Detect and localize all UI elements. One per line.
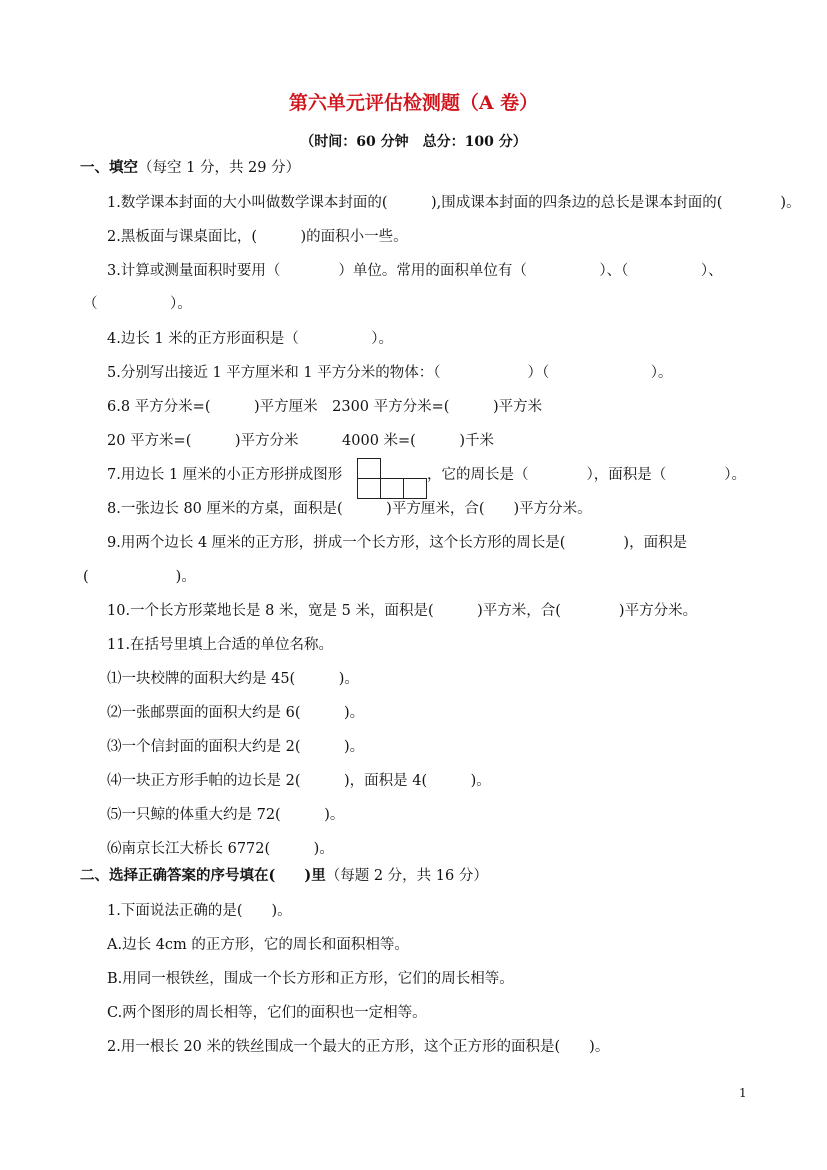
choice-option-b: B.用同一根铁丝，围成一个长方形和正方形，它们的周长相等。	[107, 971, 514, 987]
figure-square-bottom-3	[403, 478, 427, 499]
question-5: 5.分别写出接近 1 平方厘米和 1 平方分米的物体：（ ）（ ）。	[107, 365, 673, 381]
question-3-line-1: 3.计算或测量面积时要用（ ）单位。常用的面积单位有（ ）、（ ）、	[107, 263, 723, 279]
question-10: 10.一个长方形菜地长是 8 米，宽是 5 米，面积是( )平方米，合( )平方分米。	[107, 603, 698, 619]
question-7-part-2: ，它的周长是（ ），面积是（ ）。	[427, 467, 746, 483]
question-7-part-1: 7.用边长 1 厘米的小正方形拼成图形	[107, 467, 343, 483]
figure-square-bottom-2	[380, 478, 404, 499]
question-11-3: ⑶一个信封面的面积大约是 2( )。	[107, 739, 365, 755]
question-11-1: ⑴一块校牌的面积大约是 45( )。	[107, 671, 359, 687]
question-11-6: ⑹南京长江大桥长 6772( )。	[107, 841, 334, 857]
choice-option-c: C.两个图形的周长相等，它们的面积也一定相等。	[107, 1005, 427, 1021]
question-6-line-2: 20 平方米=( )平方分米 4000 米=( )千米	[107, 433, 494, 449]
choice-question-2: 2.用一根长 20 米的铁丝围成一个最大的正方形，这个正方形的面积是( )。	[107, 1039, 610, 1055]
question-2: 2.黑板面与课桌面比，( )的面积小一些。	[107, 229, 408, 245]
question-11-5: ⑸一只鲸的体重大约是 72( )。	[107, 807, 345, 823]
choice-option-a: A.边长 4cm 的正方形，它的周长和面积相等。	[107, 937, 409, 953]
page-subtitle: （时间：60 分钟 总分：100 分）	[300, 134, 527, 150]
choice-question-1: 1.下面说法正确的是( )。	[107, 903, 292, 919]
figure-square-top	[357, 458, 381, 479]
section-2-header	[80, 866, 488, 886]
section-1-header	[80, 158, 300, 178]
section-1-heading: 一、填空	[80, 159, 138, 176]
section-2-note: （每题 2 分，共 16 分）	[325, 868, 488, 884]
section-1-note: （每空 1 分，共 29 分）	[138, 160, 301, 176]
question-9-line-2: ( )。	[83, 569, 196, 585]
question-3-line-2: （ ）。	[83, 296, 192, 312]
question-1: 1.数学课本封面的大小叫做数学课本封面的( ),围成课本封面的四条边的总长是课本封面的( )。	[107, 195, 801, 211]
question-4: 4.边长 1 米的正方形面积是（ ）。	[107, 331, 394, 347]
figure-square-bottom-1	[357, 478, 381, 499]
page-title: 第六单元评估检测题（A 卷）	[288, 92, 539, 114]
page-number: 1	[739, 1086, 747, 1100]
question-8: 8.一张边长 80 厘米的方桌，面积是( )平方厘米，合( )平方分米。	[107, 501, 592, 517]
question-6-line-1: 6.8 平方分米=( )平方厘米 2300 平方分米=( )平方米	[107, 399, 543, 415]
question-11-2: ⑵一张邮票面的面积大约是 6( )。	[107, 705, 365, 721]
section-2-heading: 二、选择正确答案的序号填在( )里	[80, 867, 326, 884]
question-11-4: ⑷一块正方形手帕的边长是 2( )，面积是 4( )。	[107, 773, 491, 789]
question-11: 11.在括号里填上合适的单位名称。	[107, 637, 334, 653]
question-9-line-1: 9.用两个边长 4 厘米的正方形，拼成一个长方形，这个长方形的周长是( )，面积是	[107, 535, 688, 551]
